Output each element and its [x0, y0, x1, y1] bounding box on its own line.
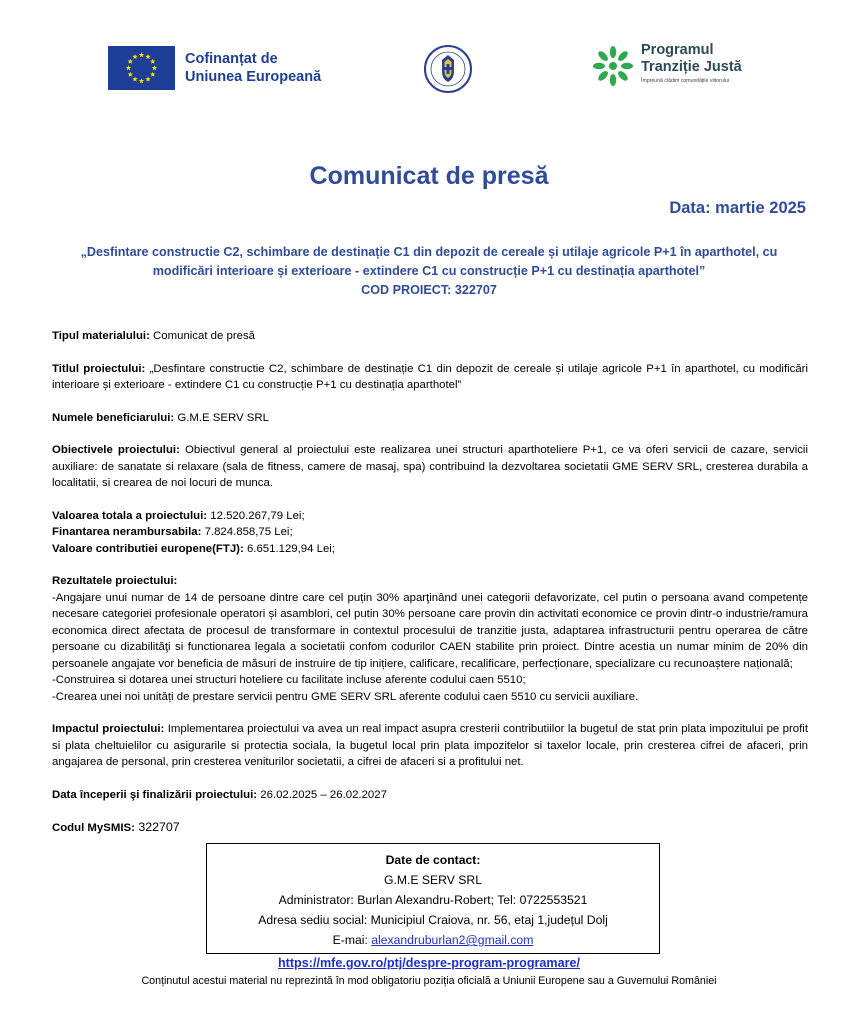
eu-star-icon: [132, 76, 137, 81]
eu-star-icon: [128, 59, 133, 64]
eu-star-icon: [139, 52, 144, 57]
program-website-link[interactable]: [0, 956, 858, 970]
eu-star-icon: [126, 65, 131, 70]
total-value-label: Valoarea totala a proiectului:: [52, 509, 208, 522]
eu-contribution-value: 6.651.129,94 Lei;: [243, 542, 335, 555]
eu-line-1: Cofinanțat de: [185, 51, 278, 67]
project-heading: [60, 243, 798, 300]
impact-field: [52, 721, 808, 771]
ptj-leaf-icon: [610, 74, 616, 86]
results-item: -Construirea si dotarea unei structuri hoteliere cu facilitate incluse aferente codului caen 5510;: [52, 674, 526, 686]
beneficiary-field: [52, 410, 808, 427]
contact-email-line: [207, 930, 659, 950]
ptj-center-icon: [609, 62, 617, 70]
results-item: -Crearea unei noi unități de prestare servicii pentru GME SERV SRL aferente codului caen 5510 cu servicii auxiliare.: [52, 690, 639, 703]
eu-line-2: Uniunea Europeană: [185, 69, 322, 85]
contact-box: [206, 843, 660, 954]
beneficiary-value: G.M.E SERV SRL: [174, 411, 269, 424]
mysmis-label: Codul MySMIS:: [52, 822, 135, 834]
ptj-line-1: Programul: [641, 42, 714, 58]
results-heading: Rezultatele proiectului:: [52, 575, 178, 587]
eu-stars-icon: [108, 46, 175, 90]
impact-label: Impactul proiectului:: [52, 723, 165, 735]
eu-star-icon: [150, 72, 155, 77]
eu-flag-logo: [108, 46, 175, 90]
ptj-program-name: [641, 42, 742, 76]
eu-star-icon: [150, 59, 155, 64]
eu-star-icon: [132, 54, 137, 59]
results-item: -Angajare unui numar de 14 de persoane dintre care cel puțin 30% aparţinând unei categorii defavorizate, cel putin o persoana avand competențe necesare categoriei profesionale operatori și asamblori, cel putin 30% persoane care provin din activitati economice ce provin dintr-o industrie/ramura economica direct afectata de procesul de transformare in contextul procesului de tranzitie justa, adaptarea infrastructurii pentru operarea de către persoane cu dizabilităţi si functionarea legala a societatii confom codurilor CAEN stabilite prin proiect. Dintre acestia un numar minim de 20% din persoanele angajate vor beneficia de măsuri de instruire de tip inițiere, calificare, recalificare, perfecționare, specializare cu recunoaștere națională;: [52, 591, 808, 670]
romanian-government-seal-logo: [423, 44, 473, 94]
impact-value: Implementarea proiectului va avea un real impact asupra cresterii contributiilor la bugetul de stat prin plata impozitului pe profit si plata cheltuielilor cu asigurarile si protectia sociala, la bugetul local prin plata impozitelor si taxelor locale, prin cresterea cifrei de afaceri, prin angajarea de personal, prin cresterea veniturilor societatii, a cifrei de afaceri si a profitului net.: [52, 723, 809, 768]
project-heading-line-2: modificări interioare și exterioare - extindere C1 cu construcție P+1 cu destinația aparthotel”: [152, 264, 706, 278]
project-title-field: [52, 361, 808, 394]
ptj-leaf-icon: [610, 46, 616, 58]
contact-address: Adresa sediu social: Municipiul Craiova, nr. 56, etaj 1,județul Dolj: [258, 913, 608, 927]
press-date: Data: martie 2025: [669, 199, 806, 217]
program-website-anchor[interactable]: https://mfe.gov.ro/ptj/despre-program-programare/: [277, 956, 581, 970]
contact-heading: Date de contact:: [385, 853, 481, 867]
ptj-leaf-icon: [597, 50, 610, 63]
eu-cofinanced-label: [185, 50, 321, 86]
contact-company: G.M.E SERV SRL: [384, 873, 482, 887]
objectives-label: Obiectivele proiectului:: [52, 444, 180, 456]
contact-admin: Administrator: Burlan Alexandru-Robert; Tel: 0722553521: [278, 893, 588, 907]
eu-star-icon: [128, 72, 133, 77]
material-type-label: Tipul materialului:: [52, 330, 150, 342]
eu-star-icon: [139, 78, 144, 83]
project-dates-field: [52, 787, 808, 804]
total-value-value: 12.520.267,79 Lei;: [207, 509, 305, 522]
eu-star-icon: [145, 76, 150, 81]
objectives-value: Obiectivul general al proiectului este realizarea unei structuri aparthoteliere P+1, ce va oferi servicii de cazare, servicii auxiliare: de sanatate si relaxare (sala de fitness, camere de masaj, spa) contribuind la dezvoltarea societatii GME SERV SRL, cresterea durabila a localitatii, si crearea de noi locuri de munca.: [52, 444, 808, 489]
project-dates-label: Data începerii şi finalizării proiectului:: [52, 788, 258, 801]
total-value-field: [52, 508, 808, 525]
objectives-field: [52, 442, 808, 492]
beneficiary-label: Numele beneficiarului:: [52, 411, 175, 424]
ptj-leaf-icon: [597, 69, 610, 82]
document-body: [52, 328, 808, 837]
tranzitie-justa-logo: [590, 43, 636, 89]
page-title: Comunicat de presă: [309, 162, 549, 190]
ptj-leaf-icon: [616, 50, 629, 63]
ptj-tagline: Împreună clădim comunitățile viitorului: [641, 78, 729, 84]
material-type-value: Comunicat de presă: [149, 330, 255, 342]
ptj-leaf-icon: [621, 63, 633, 69]
eu-contribution-field: [52, 541, 808, 558]
ptj-line-2: Tranziție Justă: [641, 59, 742, 75]
project-title-value: „Desfintare constructie C2, schimbare de destinație C1 din depozit de cereale și utilaje agricole P+1 în aparthotel, cu modificări interioare și exterioare - extindere C1 cu construcție P+1 cu destinația aparthotel”: [52, 362, 808, 391]
eu-contribution-label: Valoare contributiei europene(FTJ):: [52, 542, 244, 555]
project-title-label: Titlul proiectului:: [52, 362, 146, 375]
grant-value: 7.824.858,75 Lei;: [201, 526, 293, 538]
disclaimer: Conținutul acestui material nu reprezintă în mod obligatoriu poziția oficială a Uniunii Europene sau a Guvernului României: [141, 975, 717, 987]
eu-star-icon: [152, 65, 157, 70]
ptj-leaf-icon: [593, 63, 605, 69]
grant-field: [52, 524, 808, 541]
eu-star-icon: [145, 54, 150, 59]
ptj-leaf-icon: [616, 69, 629, 82]
project-dates-value: 26.02.2025 – 26.02.2027: [257, 788, 387, 801]
project-heading-line-1: „Desfintare constructie C2, schimbare de destinație C1 din depozit de cereale și utilaje agricole P+1 în aparthotel, cu: [80, 245, 778, 259]
mysmis-field: [52, 819, 808, 837]
project-code: COD PROIECT: 322707: [361, 283, 497, 297]
material-type-field: [52, 328, 808, 345]
mysmis-value: 322707: [134, 820, 180, 834]
contact-email-label: E-mai:: [332, 933, 372, 947]
grant-label: Finantarea nerambursabila:: [52, 526, 202, 538]
contact-email-link[interactable]: alexandruburlan2@gmail.com: [371, 933, 534, 947]
